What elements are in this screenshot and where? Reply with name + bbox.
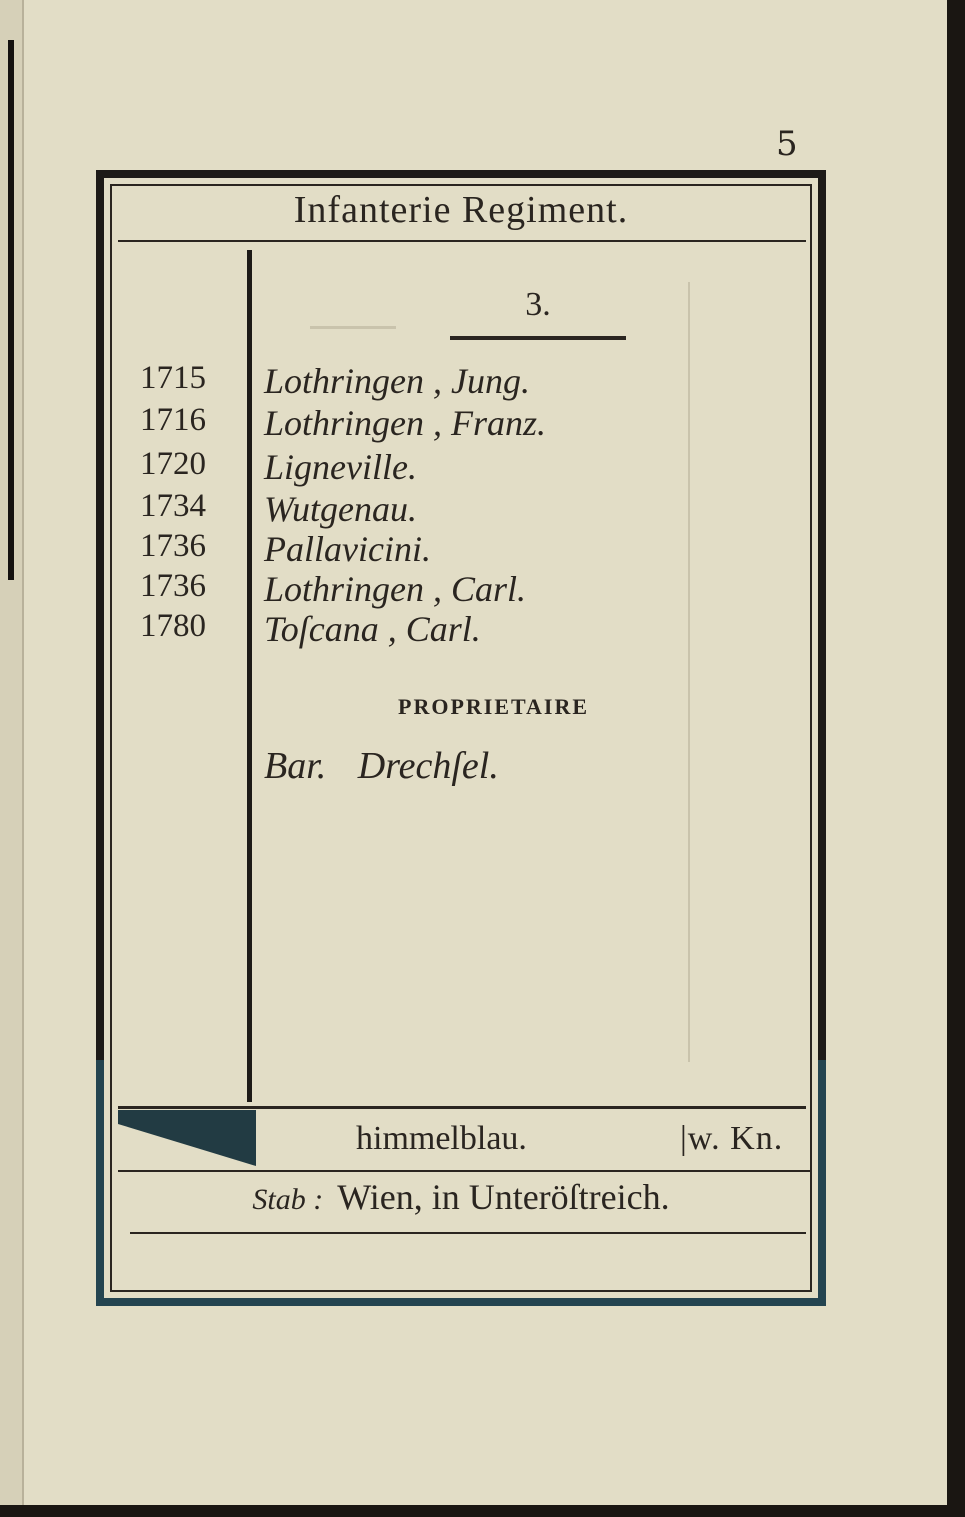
staff-location: Wien, in Unteröſtreich. bbox=[337, 1177, 670, 1217]
faint-show-through-rule bbox=[310, 326, 396, 329]
colour-row-top-rule bbox=[118, 1106, 806, 1109]
year: 1780 bbox=[140, 608, 206, 644]
staff-line bbox=[110, 1176, 812, 1218]
year: 1720 bbox=[140, 446, 206, 482]
year: 1715 bbox=[140, 360, 206, 396]
page-bottom-edge bbox=[0, 1505, 965, 1517]
owner-name: Pallavicini. bbox=[264, 529, 431, 569]
year: 1736 bbox=[140, 568, 206, 604]
binding-spine bbox=[8, 40, 14, 580]
owner-name: Toſcana , Carl. bbox=[264, 609, 481, 649]
proprietaire-label: PROPRIETAIRE bbox=[398, 694, 590, 719]
faint-column-line bbox=[688, 282, 690, 1062]
column-divider bbox=[247, 250, 252, 1102]
button-colour: |w. Kn. bbox=[680, 1120, 784, 1157]
heading-rule bbox=[118, 240, 806, 242]
owner-name: Wutgenau. bbox=[264, 489, 417, 529]
year: 1734 bbox=[140, 488, 206, 524]
facing-colour: himmelblau. bbox=[356, 1120, 527, 1157]
page-right-edge bbox=[947, 0, 965, 1517]
year: 1736 bbox=[140, 528, 206, 564]
swatch-shape bbox=[118, 1110, 256, 1166]
staff-label: Stab : bbox=[252, 1183, 324, 1216]
colour-row-bottom-rule bbox=[118, 1170, 812, 1172]
adjacent-page-edge bbox=[0, 0, 24, 1517]
owner-name: Lothringen , Carl. bbox=[264, 569, 527, 609]
page-number: 5 bbox=[776, 124, 798, 164]
regiment-number: 3. bbox=[525, 286, 551, 323]
facing-colour-swatch bbox=[118, 1110, 256, 1166]
owner-name: Lothringen , Jung. bbox=[264, 361, 530, 401]
proprietaire-name: Bar. Drechſel. bbox=[264, 745, 499, 787]
year: 1716 bbox=[140, 402, 206, 438]
table-heading: Infanterie Regiment. bbox=[293, 189, 629, 231]
staff-row-bottom-rule bbox=[130, 1232, 806, 1234]
owner-name: Ligneville. bbox=[264, 447, 417, 487]
owner-name: Lothringen , Franz. bbox=[264, 403, 547, 443]
regiment-number-rule bbox=[450, 336, 626, 340]
